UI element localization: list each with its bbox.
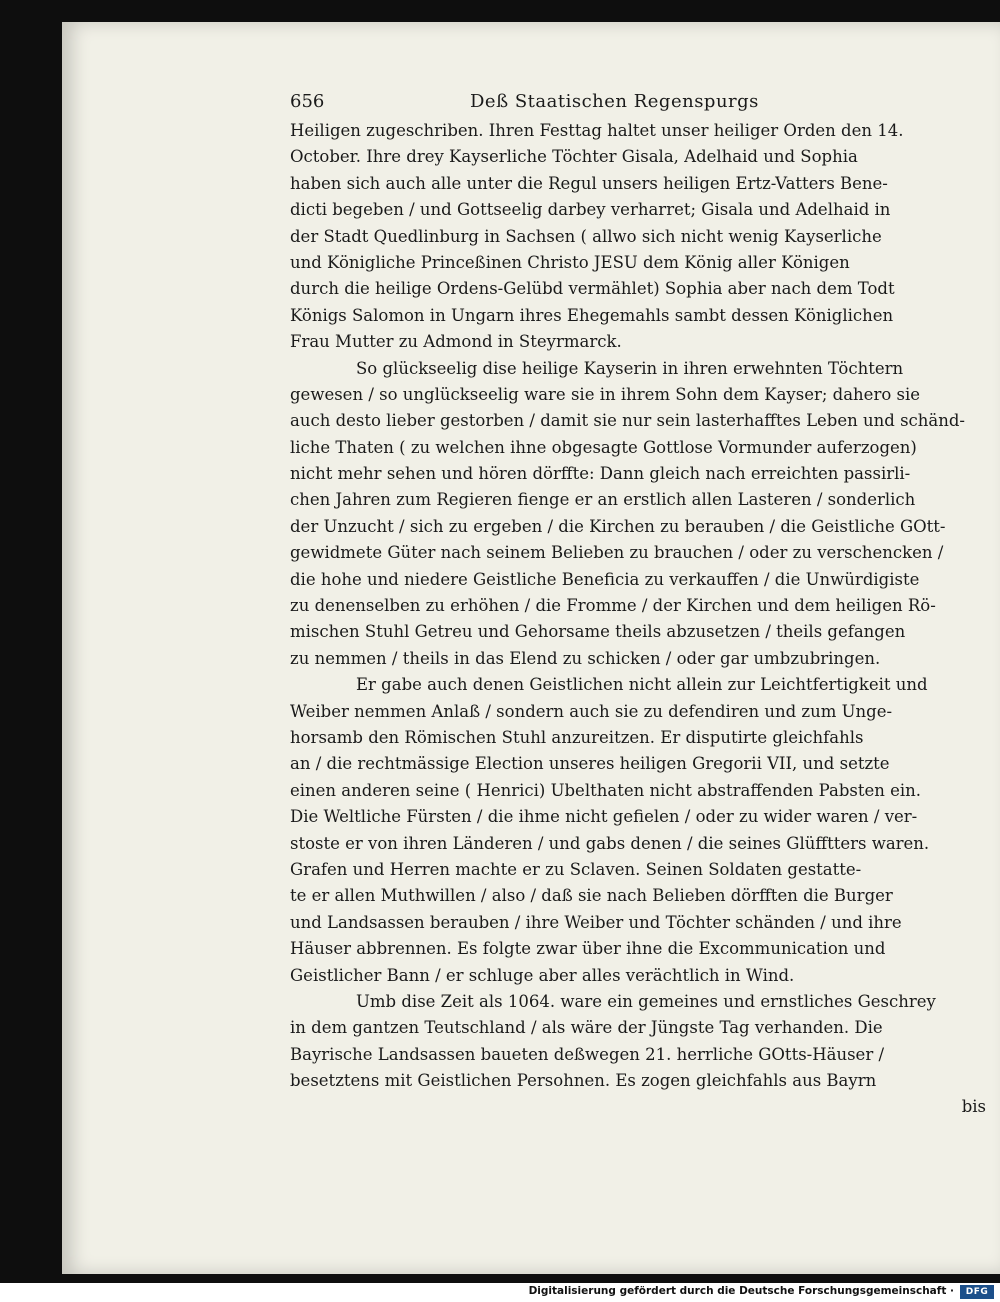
text-line: zu denenselben zu erhöhen / die Fromme / der Kirchen und dem heiligen Rö- [290, 596, 936, 616]
text-line: Grafen und Herren machte er zu Sclaven. Seinen Soldaten gestatte- [290, 859, 862, 879]
text-line: Königs Salomon in Ungarn ihres Ehegemahls sambt dessen Königlichen [290, 305, 894, 325]
book-page [62, 22, 1000, 1274]
text-line: der Unzucht / sich zu ergeben / die Kirchen zu berauben / die Geistliche GOtt- [290, 516, 946, 536]
text-line: chen Jahren zum Regieren fienge er an erstlich allen Lasteren / sonderlich [290, 490, 916, 510]
text-line: te er allen Muthwillen / also / daß sie nach Belieben dörfften die Burger [290, 886, 893, 906]
body-text [290, 118, 990, 1121]
footer-bar [0, 1283, 1000, 1302]
text-line: horsamb den Römischen Stuhl anzureitzen. Er disputirte gleichfahls [290, 727, 864, 747]
text-line: Häuser abbrennen. Es folgte zwar über ihne die Excommunication und [290, 939, 886, 959]
dfg-logo: DFG [960, 1285, 994, 1299]
text-line: und Königliche Princeßinen Christo JESU dem König aller Königen [290, 252, 850, 272]
text-line: und Landsassen berauben / ihre Weiber und Töchter schänden / und ihre [290, 912, 902, 932]
text-line: haben sich auch alle unter die Regul unsers heiligen Ertz-Vatters Bene- [290, 173, 888, 193]
text-line: Frau Mutter zu Admond in Steyrmarck. [290, 332, 622, 352]
text-line: in dem gantzen Teutschland / als wäre der Jüngste Tag verhanden. Die [290, 1018, 883, 1038]
text-line: an / die rechtmässige Election unseres heiligen Gregorii VII, und setzte [290, 754, 890, 774]
text-line: Umb dise Zeit als 1064. ware ein gemeines und ernstliches Geschrey [356, 991, 936, 1011]
text-line: Geistlicher Bann / er schluge aber alles verächtlich in Wind. [290, 965, 795, 985]
text-line: auch desto lieber gestorben / damit sie nur sein lasterhafftes Leben und schänd- [290, 411, 966, 431]
text-line: Er gabe auch denen Geistlichen nicht allein zur Leichtfertigkeit und [356, 675, 928, 695]
text-line: zu nemmen / theils in das Elend zu schicken / oder gar umbzubringen. [290, 648, 881, 668]
text-line: einen anderen seine ( Henrici) Ubelthaten nicht abstraffenden Pabsten ein. [290, 780, 922, 800]
funding-credit: Digitalisierung gefördert durch die Deutsche Forschungsgemeinschaft · [528, 1285, 954, 1297]
text-line: liche Thaten ( zu welchen ihne obgesagte Gottlose Vormunder auferzogen) [290, 437, 917, 457]
text-line: Die Weltliche Fürsten / die ihme nicht gefielen / oder zu wider waren / ver- [290, 807, 918, 827]
text-line: dicti begeben / und Gottseelig darbey verharret; Gisala und Adelhaid in [290, 200, 891, 220]
text-line: durch die heilige Ordens-Gelübd vermählet) Sophia aber nach dem Todt [290, 279, 895, 299]
text-line: October. Ihre drey Kayserliche Töchter Gisala, Adelhaid und Sophia [290, 147, 858, 167]
catchword: bis [961, 1097, 986, 1117]
text-line: Heiligen zugeschriben. Ihren Festtag haltet unser heiliger Orden den 14. [290, 121, 904, 140]
page-number: 656 [290, 91, 325, 112]
text-line: mischen Stuhl Getreu und Gehorsame theils abzusetzen / theils gefangen [290, 622, 906, 642]
text-block [290, 86, 990, 1121]
text-line: So glückseelig dise heilige Kayserin in ihren erwehnten Töchtern [356, 358, 904, 378]
text-line: Weiber nemmen Anlaß / sondern auch sie zu defendiren und zum Unge- [290, 701, 893, 721]
running-title: Deß Staatischen Regenspurgs [470, 91, 759, 112]
text-line: der Stadt Quedlinburg in Sachsen ( allwo sich nicht wenig Kayserliche [290, 226, 882, 246]
text-line: gewesen / so unglückseelig ware sie in ihrem Sohn dem Kayser; dahero sie [290, 384, 921, 404]
text-line: nicht mehr sehen und hören dörffte: Dann gleich nach erreichten passirli- [290, 464, 911, 484]
text-line: stoste er von ihren Länderen / und gabs denen / die seines Glüfftters waren. [290, 833, 930, 853]
text-line: besetztens mit Geistlichen Persohnen. Es zogen gleichfahls aus Bayrn [290, 1071, 877, 1091]
text-line: Bayrische Landsassen baueten deßwegen 21. herrliche GOtts-Häuser / [290, 1044, 885, 1064]
text-line: gewidmete Güter nach seinem Belieben zu brauchen / oder zu verschencken / [290, 543, 944, 563]
text-line: die hohe und niedere Geistliche Beneficia zu verkauffen / die Unwürdigiste [290, 569, 920, 589]
page-header [290, 86, 990, 118]
